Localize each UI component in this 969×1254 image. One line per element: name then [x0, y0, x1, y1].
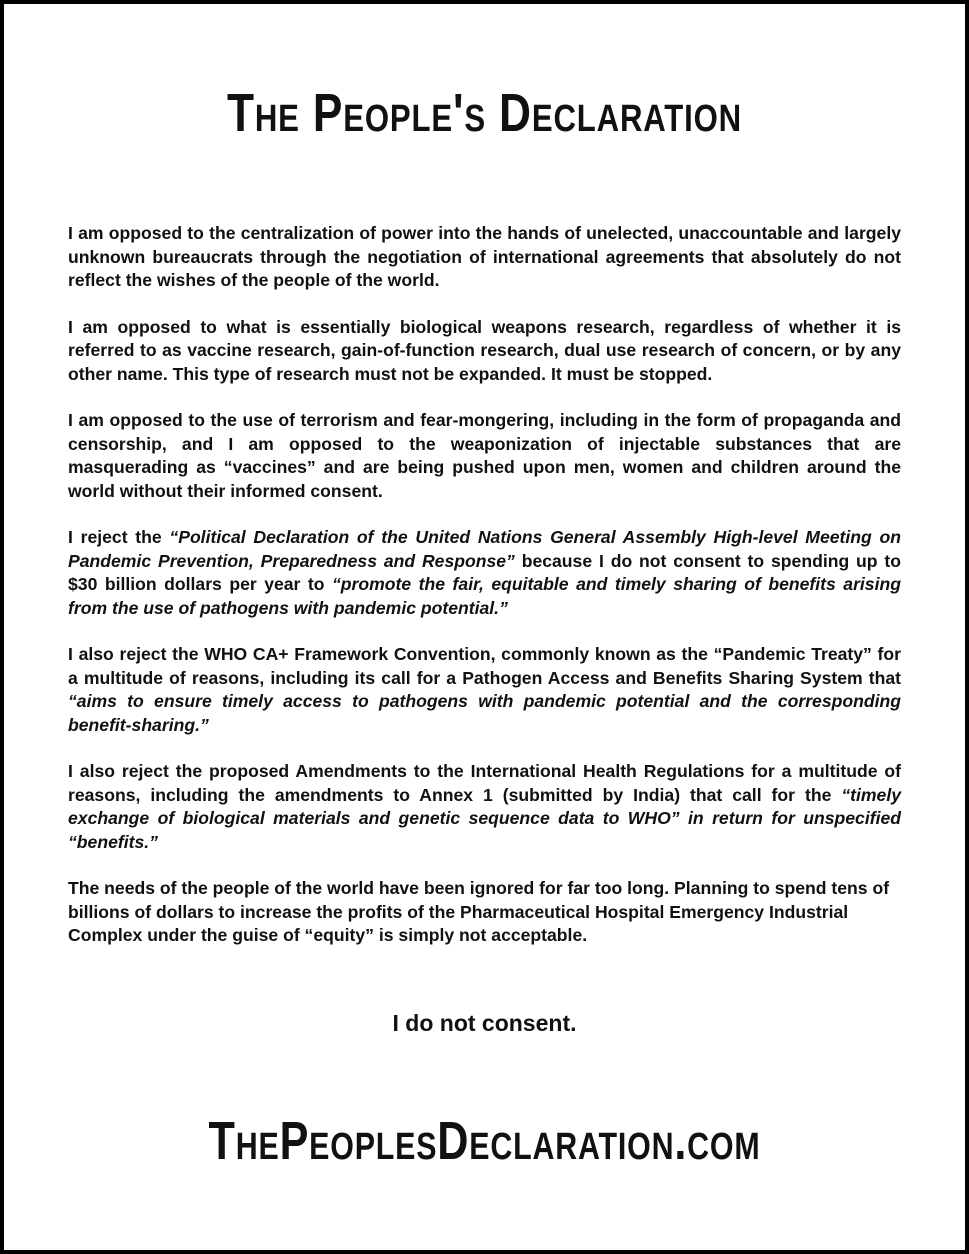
body-text-segment: I also reject the WHO CA+ Framework Convention, commonly known as the “Pandemic Treaty” for a multitude of reasons, including its call for a Pathogen Access and Benefits Sharing System that: [68, 644, 901, 688]
body-text-segment: The needs of the people of the world have been ignored for far too long. Planning to spend tens of billions of dollars to increase the profits of the Pharmaceutical Hospital Emergency Industrial Complex under the guise of “equity” is simply not acceptable.: [68, 878, 890, 945]
quoted-text: “Political Declaration of the United Nations General Assembly High-level Meeting on Pandemic Prevention, Preparedness and Response”: [68, 527, 901, 571]
quoted-text: “promote the fair, equitable and timely sharing of benefits arising from the use of pathogens with pandemic potential.”: [68, 574, 901, 618]
body-text-segment: I am opposed to what is essentially biological weapons research, regardless of whether it is referred to as vaccine research, gain-of-function research, dual use research of concern, or by any other name. This type of research must not be expanded. It must be stopped.: [68, 316, 901, 384]
quoted-text: “timely exchange of biological materials and genetic sequence data to WHO” in return for unspecified “benefits.”: [68, 784, 901, 852]
paragraph-1: [68, 222, 901, 293]
paragraph-2: [68, 316, 901, 387]
paragraph-4: [68, 526, 901, 620]
body-text-segment: because I do not consent to spending up to $30 billion dollars per year to: [68, 550, 901, 594]
page-title: The People's Declaration: [226, 83, 743, 143]
body-text-segment: I also reject the proposed Amendments to the International Health Regulations for a multitude of reasons, including the amendments to Annex 1 (submitted by India) that call for the: [68, 761, 901, 805]
paragraph-7: [68, 877, 901, 948]
body-text-segment: I am opposed to the centralization of power into the hands of unelected, unaccountable and largely unknown bureaucrats through the negotiation of international agreements that absolutely do not reflect the wishes of the people of the world.: [68, 223, 901, 290]
quoted-text: “aims to ensure timely access to pathogens with pandemic potential and the corresponding benefit-sharing.”: [68, 691, 901, 735]
closing-statement: I do not consent.: [392, 1010, 577, 1036]
paragraph-6: [68, 760, 901, 854]
website-url[interactable]: ThePeoplesDeclaration.com: [208, 1111, 761, 1171]
body-text-segment: I am opposed to the use of terrorism and fear-mongering, including in the form of propaganda and censorship, and I am opposed to the weaponization of injectable substances that are masquerading as “vaccines” and are being pushed upon men, women and children around the world without their informed consent.: [68, 410, 901, 501]
declaration-body: [68, 222, 901, 971]
paragraph-3: [68, 409, 901, 503]
paragraph-5: [68, 643, 901, 737]
body-text-segment: I reject the: [68, 527, 170, 547]
